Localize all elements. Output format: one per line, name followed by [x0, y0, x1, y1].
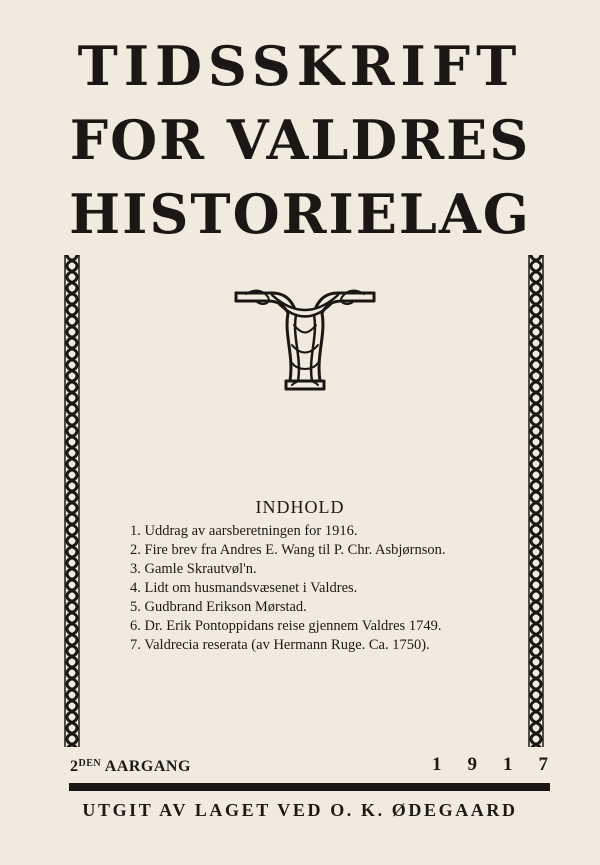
contents-list	[130, 522, 446, 655]
contents-item: 2. Fire brev fra Andres E. Wang til P. Chr. Asbjørnson.	[130, 542, 446, 558]
title-line-1: TIDSSKRIFT	[77, 34, 523, 98]
publication-year: 1917	[432, 754, 574, 775]
contents-item: 6. Dr. Erik Pontoppidans reise gjennem Valdres 1749.	[130, 618, 442, 634]
contents-item: 4. Lidt om husmandsvæsenet i Valdres.	[130, 580, 358, 596]
edition-word: AARGANG	[104, 758, 191, 775]
title-line-2: FOR VALDRES	[69, 108, 531, 172]
title-line-3: HISTORIELAG	[69, 182, 531, 246]
horizontal-rule	[69, 783, 550, 791]
contents-item: 3. Gamle Skrautvøl'n.	[130, 561, 257, 577]
publisher-line: UTGIT AV LAGET VED O. K. ØDEGAARD	[82, 800, 518, 820]
contents-item: 1. Uddrag av aarsberetningen for 1916.	[130, 523, 358, 539]
contents-heading: INDHOLD	[255, 497, 345, 517]
contents-item: 5. Gudbrand Erikson Mørstad.	[130, 599, 307, 615]
knotwork-emblem-icon	[232, 285, 378, 397]
edition-number: 2	[70, 758, 79, 775]
edition-suffix: DEN	[78, 758, 102, 769]
contents-item: 7. Valdrecia reserata (av Hermann Ruge. Ca. 1750).	[130, 637, 430, 653]
edition-label	[70, 758, 191, 776]
